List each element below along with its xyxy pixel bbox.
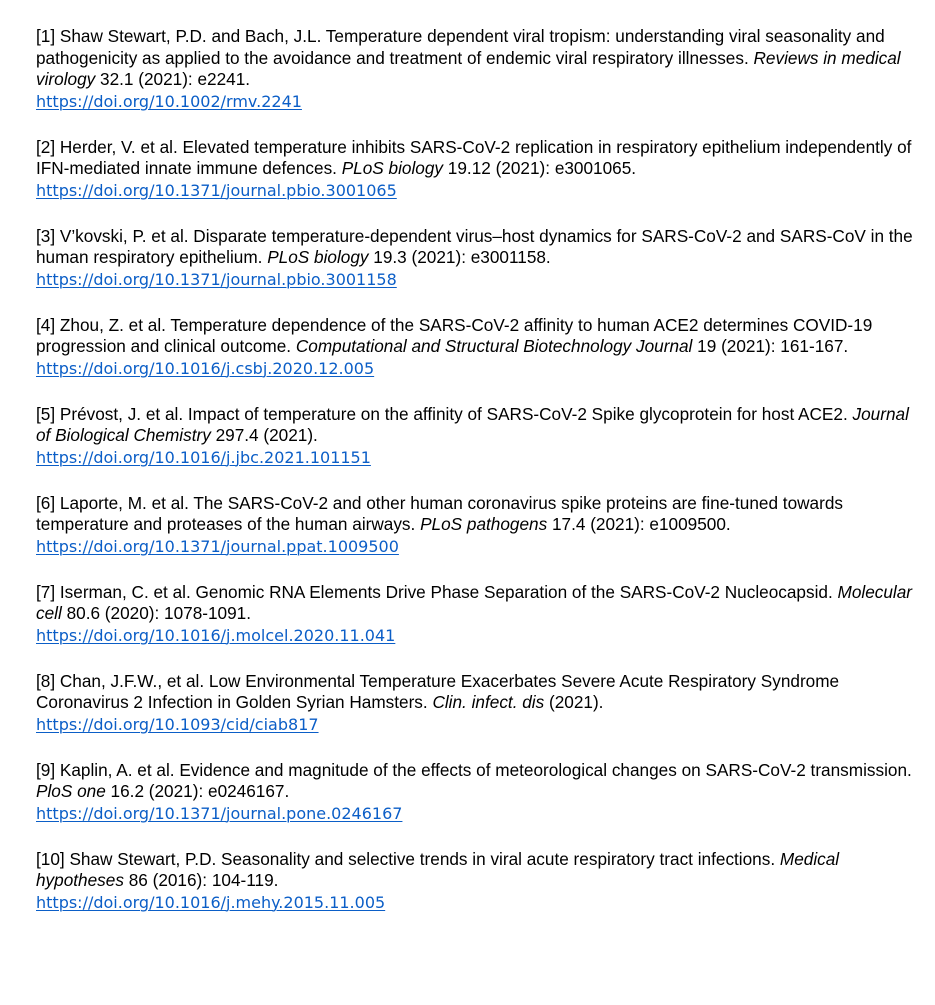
reference-number: [8] xyxy=(36,670,56,691)
reference-list xyxy=(36,26,916,938)
reference-item xyxy=(36,26,916,113)
reference-journal: Molecular cell xyxy=(36,581,913,623)
reference-citation: V’kovski, P. et al. Disparate temperature-dependent virus–host dynamics for SARS-CoV-2 and SARS-CoV in the human respiratory epithelium. xyxy=(36,225,913,267)
reference-doi-link[interactable]: https://doi.org/10.1371/journal.ppat.1009500 xyxy=(36,536,399,556)
reference-volume: 19 (2021): 161-167. xyxy=(697,336,849,356)
reference-item xyxy=(36,493,916,558)
reference-item xyxy=(36,137,916,202)
reference-journal: Reviews in medical virology xyxy=(36,47,901,89)
reference-citation: Herder, V. et al. Elevated temperature inhibits SARS-CoV-2 replication in respiratory epithelium independently of IFN-mediated innate immune defences. xyxy=(36,136,912,178)
reference-volume: 17.4 (2021): e1009500. xyxy=(551,514,731,534)
reference-number: [10] xyxy=(36,848,65,869)
reference-item xyxy=(36,404,916,469)
reference-item xyxy=(36,582,916,647)
reference-journal: Medical hypotheses xyxy=(36,848,840,890)
reference-number: [1] xyxy=(36,26,56,46)
reference-doi-link[interactable]: https://doi.org/10.1371/journal.pbio.3001158 xyxy=(36,269,397,289)
reference-doi-link[interactable]: https://doi.org/10.1371/journal.pbio.3001065 xyxy=(36,180,397,200)
reference-journal: PLoS biology xyxy=(341,158,444,178)
reference-doi-link[interactable]: https://doi.org/10.1016/j.molcel.2020.11.041 xyxy=(36,625,396,645)
reference-citation: Laporte, M. et al. The SARS-CoV-2 and other human coronavirus spike proteins are fine-tuned towards temperature and proteases of the human airways. xyxy=(36,492,843,534)
reference-number: [5] xyxy=(36,403,56,424)
reference-number: [9] xyxy=(36,759,56,780)
reference-citation: Zhou, Z. et al. Temperature dependence of the SARS-CoV-2 affinity to human ACE2 determines COVID-19 progression and clinical outcome. xyxy=(36,314,873,356)
reference-volume: 19.12 (2021): e3001065. xyxy=(447,158,637,178)
reference-citation: Shaw Stewart, P.D. and Bach, J.L. Temperature dependent viral tropism: understanding viral seasonality and pathogenicity as applied to the avoidance and treatment of endemic viral respiratory illnesses. xyxy=(36,26,885,68)
reference-doi-link[interactable]: https://doi.org/10.1002/rmv.2241 xyxy=(36,91,302,111)
reference-citation: Kaplin, A. et al. Evidence and magnitude of the effects of meteorological changes on SARS-CoV-2 transmission. xyxy=(59,759,912,780)
reference-number: [6] xyxy=(36,492,56,513)
reference-doi-link[interactable]: https://doi.org/10.1371/journal.pone.0246167 xyxy=(36,803,403,823)
reference-doi-link[interactable]: https://doi.org/10.1016/j.jbc.2021.101151 xyxy=(36,447,371,467)
reference-volume: 86 (2016): 104-119. xyxy=(128,870,279,890)
reference-journal: Journal of Biological Chemistry xyxy=(36,403,909,445)
reference-item xyxy=(36,226,916,291)
reference-item xyxy=(36,315,916,380)
reference-volume: (2021). xyxy=(549,692,604,712)
reference-volume: 80.6 (2020): 1078-1091. xyxy=(66,603,252,623)
reference-citation: Prévost, J. et al. Impact of temperature on the affinity of SARS-CoV-2 Spike glycoprotein for host ACE2. xyxy=(59,403,848,424)
reference-journal: PloS one xyxy=(36,781,106,801)
reference-number: [3] xyxy=(36,225,56,246)
reference-citation: Shaw Stewart, P.D. Seasonality and selective trends in viral acute respiratory tract infections. xyxy=(69,848,776,869)
reference-journal: PLoS pathogens xyxy=(420,514,548,534)
reference-journal: Clin. infect. dis xyxy=(432,692,545,712)
reference-volume: 16.2 (2021): e0246167. xyxy=(110,781,290,801)
reference-item xyxy=(36,671,916,736)
reference-citation: Iserman, C. et al. Genomic RNA Elements Drive Phase Separation of the SARS-CoV-2 Nucleocapsid. xyxy=(59,581,833,602)
reference-journal: Computational and Structural Biotechnology Journal xyxy=(295,336,693,356)
reference-number: [7] xyxy=(36,581,56,602)
reference-volume: 297.4 (2021). xyxy=(215,425,318,445)
reference-item xyxy=(36,760,916,825)
reference-doi-link[interactable]: https://doi.org/10.1016/j.csbj.2020.12.005 xyxy=(36,358,375,378)
reference-volume: 32.1 (2021): e2241. xyxy=(100,69,251,89)
reference-doi-link[interactable]: https://doi.org/10.1093/cid/ciab817 xyxy=(36,714,319,734)
reference-citation: Chan, J.F.W., et al. Low Environmental Temperature Exacerbates Severe Acute Respiratory Syndrome Coronavirus 2 Infection in Golden Syrian Hamsters. xyxy=(36,670,840,712)
reference-item xyxy=(36,849,916,914)
reference-doi-link[interactable]: https://doi.org/10.1016/j.mehy.2015.11.005 xyxy=(36,892,386,912)
reference-number: [4] xyxy=(36,314,56,335)
reference-journal: PLoS biology xyxy=(267,247,369,267)
reference-volume: 19.3 (2021): e3001158. xyxy=(373,247,551,267)
reference-number: [2] xyxy=(36,136,56,157)
